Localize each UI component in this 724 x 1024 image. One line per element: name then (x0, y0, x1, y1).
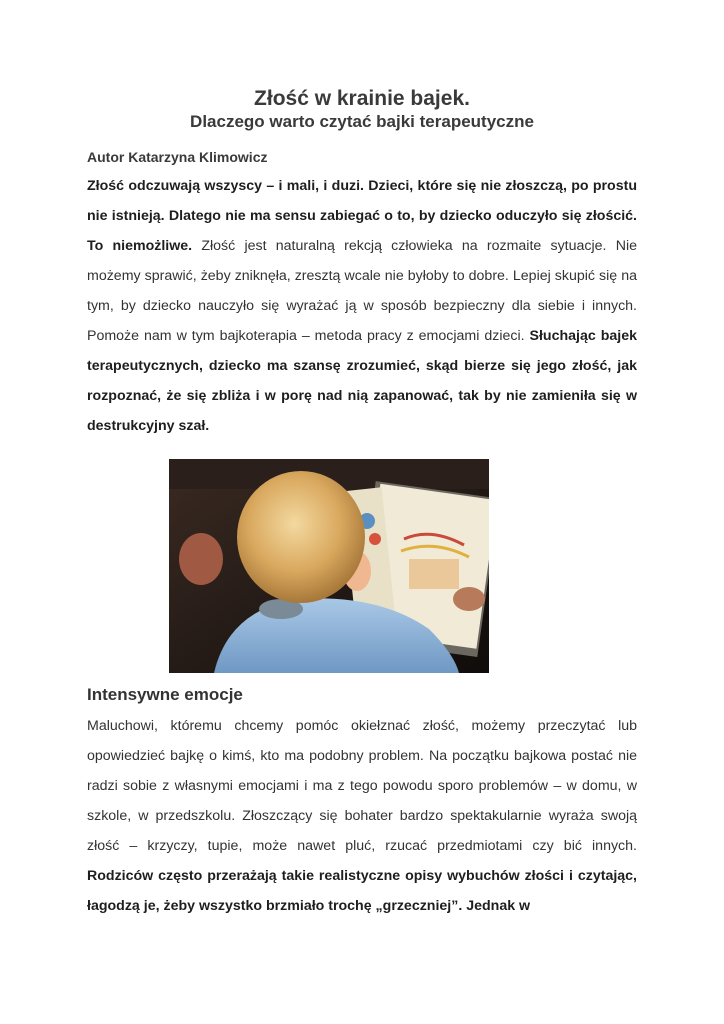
section-bold-text: Rodziców często przerażają takie realistyczne opisy wybuchów złości i czytając, łagodzą je, żeby wszystko brzmiało trochę „grzeczniej”. Jednak w (87, 868, 637, 914)
section-body-text: Maluchowi, któremu chcemy pomóc okiełznać złość, możemy przeczytać lub opowiedzieć bajkę o kimś, kto ma podobny problem. Na początku bajkowa postać nie radzi sobie z własnymi emocjami i ma z tego powodu sporo problemów – w domu, w szkole, w przedszkolu. Złoszczący się bohater bardzo spektakularnie wyraża swoją złość – krzyczy, tupie, może nawet pluć, rzucać przedmiotami czy bić innych. (87, 718, 637, 854)
intro-bold-closing: Słuchając bajek terapeutycznych, dziecko ma szansę zrozumieć, skąd bierze się jego złość, jak rozpoznać, że się zbliża i w porę nad nią zapanować, tak by nie zamieniła się w destrukcyjny szał. (87, 328, 637, 434)
photo-illustration (169, 459, 489, 673)
section-paragraph (87, 711, 637, 921)
document-subtitle: Dlaczego warto czytać bajki terapeutyczne (190, 112, 534, 131)
intro-paragraph (87, 171, 637, 441)
intro-bold-lead: Złość odczuwają wszyscy – i mali, i duzi. Dzieci, które się nie złoszczą, po prostu nie istnieją. Dlatego nie ma sensu zabiegać o to, by dziecko oduczyło się złościć. To niemożliwe. (87, 178, 637, 254)
document-title: Złość w krainie bajek. (254, 87, 470, 110)
intro-body-text: Złość jest naturalną rekcją człowieka na rozmaite sytuacje. Nie możemy sprawić, żeby zniknęła, zresztą wcale nie byłoby to dobre. Lepiej skupić się na tym, by dziecko nauczyło się wyrażać ją w sposób bezpieczny dla siebie i innych. Pomoże nam w tym bajkoterapia – metoda pracy z emocjami dzieci. (87, 238, 637, 344)
child-reading-photo (169, 459, 489, 673)
author-line: Autor Katarzyna Klimowicz (87, 149, 268, 165)
section-heading: Intensywne emocje (87, 685, 243, 704)
